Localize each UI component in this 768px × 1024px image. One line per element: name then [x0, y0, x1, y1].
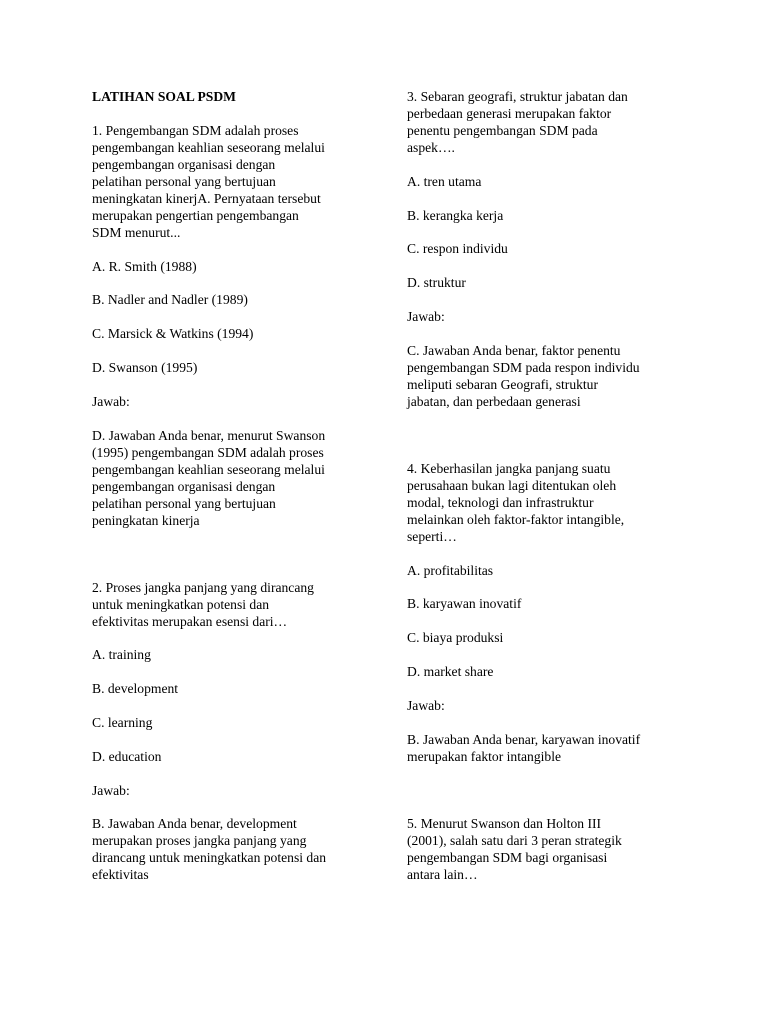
option-c: C. Marsick & Watkins (1994)	[92, 326, 254, 342]
question-text-line: pengembangan keahlian seseorang melalui	[92, 139, 325, 155]
option-a: A. R. Smith (1988)	[92, 258, 197, 274]
answer-line: peningkatan kinerja	[92, 512, 200, 528]
answer-line: meliputi sebaran Geografi, struktur	[407, 376, 599, 392]
answer-line: merupakan faktor intangible	[407, 748, 562, 764]
question-4	[407, 460, 685, 545]
question-text-line: meningkatan kinerjA. Pernyataan tersebut	[92, 190, 321, 206]
question-2	[92, 579, 370, 630]
question-text-line: 5. Menurut Swanson dan Holton III	[407, 815, 602, 831]
option-b: B. kerangka kerja	[407, 207, 504, 223]
option-d: D. education	[92, 748, 162, 764]
question-text-line: SDM menurut...	[92, 224, 181, 240]
question-text-line: antara lain…	[407, 866, 478, 882]
right-column	[407, 88, 685, 883]
question-text-line: (2001), salah satu dari 3 peran strategik	[407, 832, 622, 848]
question-text-line: modal, teknologi dan infrastruktur	[407, 494, 594, 510]
question-text-line: merupakan pengertian pengembangan	[92, 207, 299, 223]
answer-line: D. Jawaban Anda benar, menurut Swanson	[92, 427, 326, 443]
option-d: D. Swanson (1995)	[92, 359, 198, 375]
option-d: D. struktur	[407, 275, 466, 291]
answer-line: C. Jawaban Anda benar, faktor penentu	[407, 342, 621, 358]
question-3	[407, 88, 685, 156]
question-text-line: 3. Sebaran geografi, struktur jabatan dan	[407, 89, 628, 104]
answer-line: efektivitas	[92, 867, 149, 883]
question-text-line: melainkan oleh faktor-faktor intangible,	[407, 511, 625, 527]
question-text-line: penentu pengembangan SDM pada	[407, 123, 598, 138]
option-c: C. biaya produksi	[407, 630, 504, 646]
answer-line: pelatihan personal yang bertujuan	[92, 495, 276, 511]
question-text-line: 1. Pengembangan SDM adalah proses	[92, 122, 299, 138]
question-text-line: pengembangan SDM bagi organisasi	[407, 849, 608, 865]
option-d: D. market share	[407, 663, 494, 679]
answer-label: Jawab:	[407, 697, 445, 713]
option-a: A. profitabilitas	[407, 562, 494, 578]
question-text-line: perusahaan bukan lagi ditentukan oleh	[407, 477, 617, 493]
answer-explanation	[92, 815, 370, 883]
question-5	[407, 815, 685, 883]
question-text-line: untuk meningkatkan potensi dan	[92, 596, 270, 612]
question-text-line: aspek….	[407, 140, 455, 155]
answer-line: pengembangan organisasi dengan	[92, 478, 276, 494]
answer-line: jabatan, dan perbedaan generasi	[407, 393, 581, 409]
question-text-line: pelatihan personal yang bertujuan	[92, 173, 276, 189]
answer-explanation	[407, 731, 685, 765]
answer-line: dirancang untuk meningkatkan potensi dan	[92, 850, 327, 866]
question-text-line: seperti…	[407, 528, 457, 544]
option-b: B. karyawan inovatif	[407, 596, 522, 612]
question-text-line: efektivitas merupakan esensi dari…	[92, 613, 288, 629]
document-title: LATIHAN SOAL PSDM	[92, 89, 237, 104]
question-text-line: pengembangan organisasi dengan	[92, 156, 276, 172]
answer-line: pengembangan SDM pada respon individu	[407, 359, 640, 375]
answer-explanation	[92, 427, 370, 529]
question-1	[92, 122, 370, 241]
option-a: A. training	[92, 647, 151, 663]
answer-line: merupakan proses jangka panjang yang	[92, 833, 307, 849]
option-b: B. Nadler and Nadler (1989)	[92, 292, 248, 308]
answer-line: pengembangan keahlian seseorang melalui	[92, 461, 325, 477]
answer-line: (1995) pengembangan SDM adalah proses	[92, 444, 324, 460]
answer-explanation	[407, 342, 685, 410]
left-column	[92, 88, 370, 883]
answer-label: Jawab:	[407, 308, 445, 324]
answer-label: Jawab:	[92, 393, 130, 409]
question-text-line: perbedaan generasi merupakan faktor	[407, 106, 612, 121]
option-b: B. development	[92, 681, 179, 697]
answer-line: B. Jawaban Anda benar, development	[92, 816, 297, 832]
answer-line: B. Jawaban Anda benar, karyawan inovatif	[407, 731, 641, 747]
answer-label: Jawab:	[92, 782, 130, 798]
question-text-line: 2. Proses jangka panjang yang dirancang	[92, 579, 314, 595]
question-text-line: 4. Keberhasilan jangka panjang suatu	[407, 460, 611, 476]
option-c: C. learning	[92, 714, 153, 730]
option-c: C. respon individu	[407, 241, 508, 257]
option-a: A. tren utama	[407, 173, 482, 189]
